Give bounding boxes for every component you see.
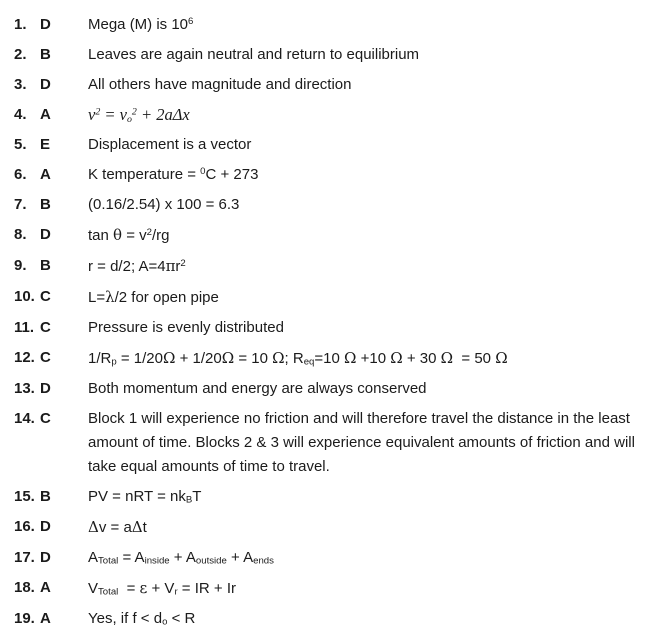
answer-letter: B [40,46,51,63]
answer-letter: E [40,136,51,153]
answer-list [14,13,650,631]
answer-letter: A [40,579,51,596]
answer-row [14,515,650,540]
answer-number: 18. [14,579,35,596]
answer-explanation: K temperature = $^0$C + 273 [88,166,259,183]
answer-label [14,133,88,157]
answer-label [14,485,88,509]
answer-letter: D [40,518,51,535]
answer-number: 11. [14,319,35,336]
answer-label [14,193,88,217]
answer-explanation: Displacement is a vector [88,136,252,153]
answer-label [14,254,88,278]
answer-row [14,193,650,217]
answer-explanation: Mega (M) is $10^6$ [88,16,194,33]
answer-letter: D [40,380,51,397]
answer-number: 9. [14,257,27,274]
answer-row [14,133,650,157]
answer-label [14,223,88,247]
answer-letter: C [40,349,51,366]
answer-row [14,73,650,97]
answer-letter: C [40,288,51,305]
answer-number: 7. [14,196,27,213]
answer-explanation: $\tan \theta = v^2/rg$ [88,226,170,244]
answer-label [14,377,88,401]
answer-label [14,316,88,340]
answer-row [14,316,650,340]
answer-number: 5. [14,136,27,153]
answer-letter: A [40,610,51,627]
answer-number: 2. [14,46,27,63]
answer-number: 6. [14,166,27,183]
answer-row [14,607,650,631]
answer-label [14,576,88,600]
answer-row [14,223,650,248]
answer-label [14,163,88,187]
answer-label [14,407,88,431]
answer-label [14,13,88,37]
answer-number: 10. [14,288,35,305]
answer-letter: B [40,196,51,213]
answer-number: 14. [14,410,35,427]
answer-letter: D [40,226,51,243]
answer-row [14,485,650,509]
answer-letter: C [40,319,51,336]
answer-number: 8. [14,226,27,243]
answer-row [14,103,650,127]
answer-row [14,576,650,601]
answer-number: 1. [14,16,27,33]
answer-explanation: Yes, if $f < d_o < R$ [88,610,196,628]
answer-explanation: All others have magnitude and direction [88,76,352,93]
answer-letter: A [40,106,51,123]
answer-number: 12. [14,349,35,366]
answer-row [14,546,650,570]
answer-explanation: Both momentum and energy are always conserved [88,380,427,397]
answer-letter: D [40,76,51,93]
answer-explanation: r = d/2; $A=4\pi r^2$ [88,257,186,275]
answer-number: 3. [14,76,27,93]
answer-number: 15. [14,488,35,505]
answer-row [14,346,650,371]
answer-row [14,163,650,187]
answer-row [14,285,650,310]
answer-row [14,43,650,67]
answer-explanation: $A_{Total} = A_{inside} + A_{outside} + A_{ends}$ [88,549,274,567]
answer-label [14,546,88,570]
answer-row [14,407,650,479]
answer-number: 13. [14,380,35,397]
answer-explanation: L=λ/2 for open pipe [88,288,219,306]
answer-letter: D [40,16,51,33]
answer-explanation: Leaves are again neutral and return to equilibrium [88,46,420,63]
answer-number: 4. [14,106,27,123]
answer-explanation: Block 1 will experience no friction and will therefore travel the distance in the least amount of time. Blocks 2 & 3 will experience equivalent amounts of friction and will take equal amounts of time to travel. [88,410,635,475]
answer-label [14,43,88,67]
answer-number: 16. [14,518,35,535]
answer-number: 19. [14,610,35,627]
answer-explanation: Δv = aΔt [88,518,147,536]
answer-explanation: (0.16/2.54) x 100 = 6.3 [88,196,240,213]
answer-letter: A [40,166,51,183]
answer-row [14,13,650,37]
answer-explanation: $1/R_p = 1/20\Omega + 1/20\Omega = 10$ Ω; $R_{eq}=10$ Ω +10 Ω + 30 Ω = 50 Ω [88,349,508,368]
answer-row [14,254,650,279]
answer-explanation: Pressure is evenly distributed [88,319,284,336]
answer-label [14,73,88,97]
answer-label [14,607,88,631]
answer-explanation: PV = nRT = $nk_BT$ [88,488,202,506]
answer-row [14,377,650,401]
answer-letter: B [40,488,51,505]
answer-label [14,285,88,309]
answer-label [14,515,88,539]
answer-label [14,346,88,370]
answer-letter: C [40,410,51,427]
answer-letter: D [40,549,51,566]
answer-letter: B [40,257,51,274]
answer-explanation: $v^2 = v_o^2 + 2a\Delta x$ [88,105,190,125]
answer-explanation: $V_{Total} = \varepsilon + V_r$ = IR + Ir [88,579,236,598]
answer-label [14,103,88,127]
answer-number: 17. [14,549,35,566]
